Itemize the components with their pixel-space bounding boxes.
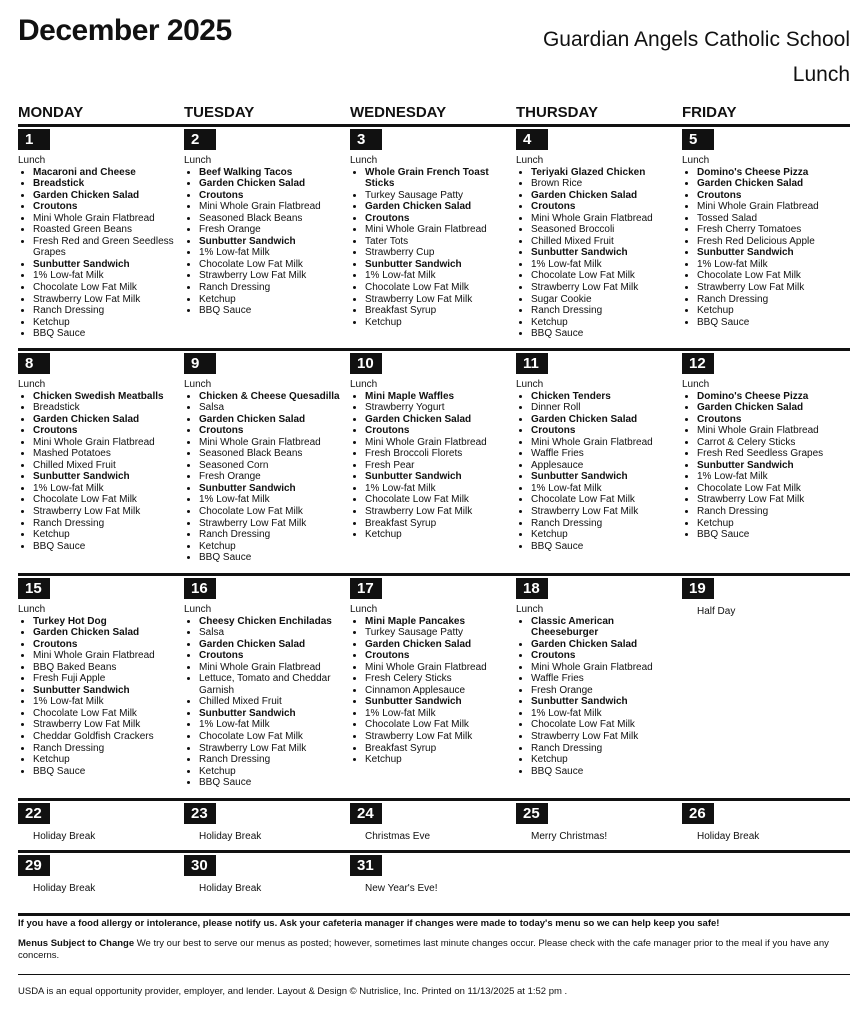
- menu-item: • Ketchup: [365, 754, 510, 766]
- day-note: Half Day: [697, 606, 736, 617]
- menu-item: • Ranch Dressing: [531, 518, 676, 530]
- menu-item: • Chocolate Low Fat Milk: [531, 494, 676, 506]
- menu-item: • Domino's Cheese Pizza: [697, 391, 842, 403]
- menu-item: • Garden Chicken Salad: [199, 178, 344, 190]
- menu-item: • Sunbutter Sandwich: [697, 460, 842, 472]
- date-number: 12: [682, 353, 714, 374]
- menu-item: • Chilled Mixed Fruit: [531, 236, 676, 248]
- date-number: 1: [18, 129, 50, 150]
- menu-item: • Croutons: [365, 650, 510, 662]
- menu-item-list: [682, 391, 842, 541]
- menu-item: • Strawberry Low Fat Milk: [531, 282, 676, 294]
- day-note: Holiday Break: [33, 831, 96, 842]
- menu-item: • Garden Chicken Salad: [199, 639, 344, 651]
- menu-item: • Breadstick: [33, 178, 178, 190]
- menu-item: • Chilled Mixed Fruit: [33, 460, 178, 472]
- day-cell: [18, 353, 178, 552]
- menu-item: • Chicken Tenders: [531, 391, 676, 403]
- menu-item: • Mini Whole Grain Flatbread: [199, 201, 344, 213]
- menu-item: • Garden Chicken Salad: [697, 178, 842, 190]
- menu-item: • Chocolate Low Fat Milk: [697, 483, 842, 495]
- day-cell: [18, 803, 178, 842]
- menu-item: • 1% Low-fat Milk: [697, 471, 842, 483]
- menu-item: • Cheddar Goldfish Crackers: [33, 731, 178, 743]
- menu-item: • Fresh Orange: [199, 471, 344, 483]
- day-cell: [18, 129, 178, 340]
- menu-item: • Chocolate Low Fat Milk: [365, 282, 510, 294]
- menu-item: • 1% Low-fat Milk: [697, 259, 842, 271]
- menu-item: • Sunbutter Sandwich: [531, 696, 676, 708]
- menu-item: • Strawberry Low Fat Milk: [697, 282, 842, 294]
- menu-item: • BBQ Sauce: [199, 552, 344, 564]
- menu-item: • 1% Low-fat Milk: [531, 259, 676, 271]
- meal-label: Lunch: [350, 379, 378, 390]
- menu-item: • Chocolate Low Fat Milk: [531, 719, 676, 731]
- menu-item-list: [350, 391, 510, 541]
- meal-type: Lunch: [792, 63, 850, 86]
- meal-label: Lunch: [516, 155, 544, 166]
- menu-item: • Domino's Cheese Pizza: [697, 167, 842, 179]
- menu-item: • Strawberry Low Fat Milk: [365, 731, 510, 743]
- day-cell: [516, 129, 676, 340]
- menu-item: • Ketchup: [199, 766, 344, 778]
- menu-item: • BBQ Sauce: [531, 766, 676, 778]
- menu-item: • Croutons: [365, 213, 510, 225]
- menu-item: • Chocolate Low Fat Milk: [199, 506, 344, 518]
- date-number: 16: [184, 578, 216, 599]
- meal-label: Lunch: [18, 604, 46, 615]
- day-cell: [516, 803, 676, 842]
- menu-item: • Sunbutter Sandwich: [531, 247, 676, 259]
- menu-item: • BBQ Sauce: [33, 328, 178, 340]
- menu-item: • Mini Maple Pancakes: [365, 616, 510, 628]
- menu-item: • Garden Chicken Salad: [531, 639, 676, 651]
- meal-label: Lunch: [18, 379, 46, 390]
- date-number: 18: [516, 578, 548, 599]
- menu-item: • Ketchup: [531, 754, 676, 766]
- date-number: 31: [350, 855, 382, 876]
- menu-item: • Mini Whole Grain Flatbread: [697, 201, 842, 213]
- menu-item: • Croutons: [33, 425, 178, 437]
- menu-item: • 1% Low-fat Milk: [33, 483, 178, 495]
- menu-item: • Sunbutter Sandwich: [33, 471, 178, 483]
- menu-item: • Croutons: [33, 201, 178, 213]
- menu-item: • Fresh Cherry Tomatoes: [697, 224, 842, 236]
- menu-item: • Ranch Dressing: [199, 754, 344, 766]
- date-number: 30: [184, 855, 216, 876]
- menu-change-text: We try our best to serve our menus as posted; however, sometimes last minute changes occur. Please check with the cafe manager prior to the meal if you have any concerns.: [18, 938, 829, 961]
- menu-item: • Croutons: [697, 190, 842, 202]
- menu-item: • Turkey Sausage Patty: [365, 627, 510, 639]
- date-number: 19: [682, 578, 714, 599]
- menu-item: • Ketchup: [697, 305, 842, 317]
- menu-item: • Sunbutter Sandwich: [697, 247, 842, 259]
- day-cell: [516, 353, 676, 552]
- menu-item: • 1% Low-fat Milk: [531, 708, 676, 720]
- day-name-wednesday: WEDNESDAY: [350, 104, 447, 121]
- menu-item: • Chocolate Low Fat Milk: [697, 270, 842, 282]
- menu-item: • Breakfast Syrup: [365, 305, 510, 317]
- menu-item: • Seasoned Black Beans: [199, 448, 344, 460]
- date-number: 24: [350, 803, 382, 824]
- menu-item-list: [18, 391, 178, 553]
- school-name: Guardian Angels Catholic School: [542, 28, 850, 51]
- menu-item: • Seasoned Broccoli: [531, 224, 676, 236]
- day-cell: [350, 855, 510, 894]
- menu-item: • Chicken Swedish Meatballs: [33, 391, 178, 403]
- allergy-notice: If you have a food allergy or intolerance, please notify us. Ask your cafeteria manager if changes were made to today's menu so we can help keep you safe!: [18, 913, 850, 929]
- menu-item-list: [516, 391, 676, 553]
- menu-item: • Ranch Dressing: [199, 529, 344, 541]
- menu-item: • Strawberry Low Fat Milk: [697, 494, 842, 506]
- menu-item: • Ranch Dressing: [33, 743, 178, 755]
- menu-item: • Mini Whole Grain Flatbread: [33, 437, 178, 449]
- menu-item: • Ketchup: [365, 317, 510, 329]
- menu-item: • Dinner Roll: [531, 402, 676, 414]
- date-number: 23: [184, 803, 216, 824]
- menu-item: • Strawberry Low Fat Milk: [199, 270, 344, 282]
- day-note: Holiday Break: [33, 883, 96, 894]
- menu-change-label: Menus Subject to Change: [18, 938, 135, 949]
- menu-item: • 1% Low-fat Milk: [33, 696, 178, 708]
- meal-label: Lunch: [682, 155, 710, 166]
- day-note: Merry Christmas!: [531, 831, 608, 842]
- menu-item: • Chilled Mixed Fruit: [199, 696, 344, 708]
- menu-item: • Strawberry Low Fat Milk: [199, 743, 344, 755]
- menu-item: • Chocolate Low Fat Milk: [33, 282, 178, 294]
- day-cell: [350, 578, 510, 766]
- day-cell: [682, 353, 842, 541]
- menu-item: • Garden Chicken Salad: [199, 414, 344, 426]
- menu-item: • Strawberry Low Fat Milk: [531, 506, 676, 518]
- menu-item-list: [184, 167, 344, 317]
- date-number: 2: [184, 129, 216, 150]
- menu-item: • Chocolate Low Fat Milk: [199, 731, 344, 743]
- menu-item: • Ketchup: [33, 754, 178, 766]
- date-number: 15: [18, 578, 50, 599]
- menu-item: • Ketchup: [697, 518, 842, 530]
- menu-item: • Sunbutter Sandwich: [199, 236, 344, 248]
- menu-item: • Salsa: [199, 402, 344, 414]
- menu-item-list: [350, 167, 510, 329]
- menu-item: • Garden Chicken Salad: [33, 627, 178, 639]
- menu-item: • Ketchup: [531, 317, 676, 329]
- menu-item: • Garden Chicken Salad: [365, 201, 510, 213]
- day-cell: [350, 129, 510, 328]
- menu-item: • Strawberry Low Fat Milk: [199, 518, 344, 530]
- menu-item: • Mini Whole Grain Flatbread: [365, 662, 510, 674]
- menu-item: • BBQ Sauce: [531, 328, 676, 340]
- menu-item-list: [682, 167, 842, 329]
- menu-item: • Strawberry Low Fat Milk: [33, 294, 178, 306]
- menu-item: • Mashed Potatoes: [33, 448, 178, 460]
- footer-divider: [18, 974, 850, 975]
- day-cell: [184, 129, 344, 317]
- day-name-monday: MONDAY: [18, 104, 84, 121]
- date-number: 9: [184, 353, 216, 374]
- day-cell: [18, 578, 178, 777]
- menu-item: • Mini Whole Grain Flatbread: [531, 662, 676, 674]
- menu-item: • Waffle Fries: [531, 673, 676, 685]
- day-cell: [184, 578, 344, 789]
- day-note: Holiday Break: [697, 831, 760, 842]
- menu-item: • 1% Low-fat Milk: [365, 708, 510, 720]
- menu-item-list: [184, 391, 344, 564]
- menu-item: • Mini Whole Grain Flatbread: [365, 224, 510, 236]
- date-number: 11: [516, 353, 548, 374]
- menu-item: • Ketchup: [199, 541, 344, 553]
- menu-item: • Cheesy Chicken Enchiladas: [199, 616, 344, 628]
- calendar-week: [18, 850, 850, 894]
- day-name-friday: FRIDAY: [682, 104, 737, 121]
- menu-item: • Fresh Broccoli Florets: [365, 448, 510, 460]
- menu-item: • Ranch Dressing: [531, 743, 676, 755]
- meal-label: Lunch: [184, 155, 212, 166]
- day-note: Holiday Break: [199, 883, 262, 894]
- menu-item: • Garden Chicken Salad: [33, 414, 178, 426]
- menu-item: • Ranch Dressing: [531, 305, 676, 317]
- day-cell: [184, 803, 344, 842]
- date-number: 8: [18, 353, 50, 374]
- menu-item: • Chocolate Low Fat Milk: [33, 494, 178, 506]
- menu-item: • BBQ Sauce: [199, 777, 344, 789]
- menu-item-list: [184, 616, 344, 789]
- menu-item: • Waffle Fries: [531, 448, 676, 460]
- weekday-header: [18, 104, 850, 124]
- menu-item: • Macaroni and Cheese: [33, 167, 178, 179]
- calendar-week: [18, 124, 850, 340]
- menu-item: • Sunbutter Sandwich: [33, 259, 178, 271]
- meal-label: Lunch: [682, 379, 710, 390]
- menu-item: • Croutons: [531, 650, 676, 662]
- date-number: 26: [682, 803, 714, 824]
- day-cell: [682, 578, 842, 617]
- menu-item: • Teriyaki Glazed Chicken: [531, 167, 676, 179]
- menu-item: • Mini Whole Grain Flatbread: [697, 425, 842, 437]
- calendar-week: [18, 798, 850, 842]
- menu-item: • Ranch Dressing: [33, 305, 178, 317]
- menu-item: • Lettuce, Tomato and Cheddar Garnish: [199, 673, 344, 696]
- menu-item: • Tossed Salad: [697, 213, 842, 225]
- menu-item: • Fresh Red Seedless Grapes: [697, 448, 842, 460]
- meal-label: Lunch: [516, 604, 544, 615]
- menu-item: • Ketchup: [365, 529, 510, 541]
- menu-item: • Sugar Cookie: [531, 294, 676, 306]
- meal-label: Lunch: [184, 604, 212, 615]
- menu-item: • Ketchup: [33, 317, 178, 329]
- day-cell: [682, 803, 842, 842]
- menu-item: • BBQ Sauce: [33, 541, 178, 553]
- menu-item: • Ranch Dressing: [697, 294, 842, 306]
- day-cell: [18, 855, 178, 894]
- menu-item: • Fresh Red and Green Seedless Grapes: [33, 236, 178, 259]
- menu-item: • Croutons: [199, 190, 344, 202]
- day-note: Holiday Break: [199, 831, 262, 842]
- menu-item: • Breakfast Syrup: [365, 518, 510, 530]
- menu-item: • Mini Whole Grain Flatbread: [199, 437, 344, 449]
- day-cell: [184, 353, 344, 564]
- day-cell: [350, 353, 510, 541]
- menu-item: • Garden Chicken Salad: [33, 190, 178, 202]
- page-title: December 2025: [18, 14, 232, 47]
- menu-item: • Croutons: [365, 425, 510, 437]
- menu-item: • Strawberry Low Fat Milk: [365, 506, 510, 518]
- menu-item: • Classic American Cheeseburger: [531, 616, 676, 639]
- menu-item: • Croutons: [199, 425, 344, 437]
- menu-item: • Strawberry Low Fat Milk: [33, 506, 178, 518]
- menu-item: • Ranch Dressing: [697, 506, 842, 518]
- menu-item: • Ranch Dressing: [199, 282, 344, 294]
- menu-item: • Roasted Green Beans: [33, 224, 178, 236]
- menu-item-list: [18, 616, 178, 778]
- menu-item: • Fresh Pear: [365, 460, 510, 472]
- menu-item: • Mini Whole Grain Flatbread: [531, 213, 676, 225]
- menu-item-list: [350, 616, 510, 766]
- menu-item: • Beef Walking Tacos: [199, 167, 344, 179]
- date-number: 3: [350, 129, 382, 150]
- menu-item: • Chocolate Low Fat Milk: [365, 494, 510, 506]
- menu-item: • Ketchup: [531, 529, 676, 541]
- menu-item: • Seasoned Corn: [199, 460, 344, 472]
- menu-item: • Seasoned Black Beans: [199, 213, 344, 225]
- menu-item: • Ketchup: [199, 294, 344, 306]
- date-number: 5: [682, 129, 714, 150]
- menu-item: • Garden Chicken Salad: [365, 639, 510, 651]
- menu-item: • 1% Low-fat Milk: [199, 494, 344, 506]
- menu-item: • Mini Whole Grain Flatbread: [365, 437, 510, 449]
- menu-item: • Croutons: [531, 201, 676, 213]
- day-cell: [516, 578, 676, 777]
- menu-item: • Fresh Orange: [199, 224, 344, 236]
- menu-item: • Turkey Hot Dog: [33, 616, 178, 628]
- meal-label: Lunch: [350, 604, 378, 615]
- meal-label: Lunch: [350, 155, 378, 166]
- menu-item: • Cinnamon Applesauce: [365, 685, 510, 697]
- menu-item: • Fresh Orange: [531, 685, 676, 697]
- calendar-week: [18, 573, 850, 789]
- menu-item: • Fresh Celery Sticks: [365, 673, 510, 685]
- date-number: 22: [18, 803, 50, 824]
- menu-item: • BBQ Baked Beans: [33, 662, 178, 674]
- usda-statement: USDA is an equal opportunity provider, employer, and lender. Layout & Design © Nutrislice, Inc. Printed on 11/13/2025 at 1:52 pm .: [18, 986, 568, 997]
- menu-item: • Croutons: [199, 650, 344, 662]
- menu-item: • Sunbutter Sandwich: [365, 259, 510, 271]
- menu-item: • Garden Chicken Salad: [531, 190, 676, 202]
- menu-item: • Mini Whole Grain Flatbread: [199, 662, 344, 674]
- date-number: 25: [516, 803, 548, 824]
- menu-item: • 1% Low-fat Milk: [365, 270, 510, 282]
- menu-item: • Garden Chicken Salad: [531, 414, 676, 426]
- day-note: New Year's Eve!: [365, 883, 438, 894]
- menu-item: • Salsa: [199, 627, 344, 639]
- menu-item: • Strawberry Low Fat Milk: [531, 731, 676, 743]
- menu-item: • Croutons: [531, 425, 676, 437]
- menu-item: • Sunbutter Sandwich: [199, 708, 344, 720]
- menu-item: • Mini Whole Grain Flatbread: [33, 213, 178, 225]
- date-number: 4: [516, 129, 548, 150]
- menu-item: • Fresh Fuji Apple: [33, 673, 178, 685]
- menu-item: • Croutons: [697, 414, 842, 426]
- menu-item-list: [18, 167, 178, 340]
- day-name-thursday: THURSDAY: [516, 104, 598, 121]
- menu-item: • Mini Whole Grain Flatbread: [531, 437, 676, 449]
- menu-item-list: [516, 167, 676, 340]
- menu-item: • BBQ Sauce: [199, 305, 344, 317]
- menu-item: • BBQ Sauce: [531, 541, 676, 553]
- menu-item: • Strawberry Cup: [365, 247, 510, 259]
- menu-item: • Sunbutter Sandwich: [365, 471, 510, 483]
- menu-item: • Breadstick: [33, 402, 178, 414]
- menu-item: • 1% Low-fat Milk: [531, 483, 676, 495]
- menu-item: • Sunbutter Sandwich: [199, 483, 344, 495]
- menu-item: • Strawberry Low Fat Milk: [365, 294, 510, 306]
- menu-item: • BBQ Sauce: [33, 766, 178, 778]
- menu-item-list: [516, 616, 676, 778]
- day-note: Christmas Eve: [365, 831, 431, 842]
- day-cell: [350, 803, 510, 842]
- menu-item: • Chicken & Cheese Quesadilla: [199, 391, 344, 403]
- calendar-week: [18, 348, 850, 564]
- menu-item: • Sunbutter Sandwich: [33, 685, 178, 697]
- menu-item: • Chocolate Low Fat Milk: [531, 270, 676, 282]
- menu-item: • Chocolate Low Fat Milk: [199, 259, 344, 271]
- date-number: 29: [18, 855, 50, 876]
- menu-item: • Chocolate Low Fat Milk: [365, 719, 510, 731]
- menu-item: • 1% Low-fat Milk: [33, 270, 178, 282]
- menu-item: • Sunbutter Sandwich: [365, 696, 510, 708]
- menu-item: • Carrot & Celery Sticks: [697, 437, 842, 449]
- menu-item: • Ketchup: [33, 529, 178, 541]
- meal-label: Lunch: [516, 379, 544, 390]
- menu-item: • Garden Chicken Salad: [365, 414, 510, 426]
- meal-label: Lunch: [184, 379, 212, 390]
- menu-item: • Strawberry Yogurt: [365, 402, 510, 414]
- menu-change-notice: [18, 938, 850, 962]
- menu-item: • Garden Chicken Salad: [697, 402, 842, 414]
- menu-item: • Sunbutter Sandwich: [531, 471, 676, 483]
- day-cell: [184, 855, 344, 894]
- meal-label: Lunch: [18, 155, 46, 166]
- menu-item: • 1% Low-fat Milk: [199, 719, 344, 731]
- menu-item: • 1% Low-fat Milk: [365, 483, 510, 495]
- day-name-tuesday: TUESDAY: [184, 104, 255, 121]
- menu-item: • Fresh Red Delicious Apple: [697, 236, 842, 248]
- menu-item: • BBQ Sauce: [697, 317, 842, 329]
- menu-item: • 1% Low-fat Milk: [199, 247, 344, 259]
- date-number: 17: [350, 578, 382, 599]
- menu-item: • Croutons: [33, 639, 178, 651]
- menu-item: • Tater Tots: [365, 236, 510, 248]
- menu-item: • Mini Maple Waffles: [365, 391, 510, 403]
- menu-item: • Mini Whole Grain Flatbread: [33, 650, 178, 662]
- menu-item: • Ranch Dressing: [33, 518, 178, 530]
- menu-item: • Brown Rice: [531, 178, 676, 190]
- menu-item: • Applesauce: [531, 460, 676, 472]
- menu-item: • Strawberry Low Fat Milk: [33, 719, 178, 731]
- menu-item: • Chocolate Low Fat Milk: [33, 708, 178, 720]
- menu-item: • Whole Grain French Toast Sticks: [365, 167, 510, 190]
- menu-item: • BBQ Sauce: [697, 529, 842, 541]
- menu-item: • Breakfast Syrup: [365, 743, 510, 755]
- menu-item: • Turkey Sausage Patty: [365, 190, 510, 202]
- day-cell: [682, 129, 842, 328]
- date-number: 10: [350, 353, 382, 374]
